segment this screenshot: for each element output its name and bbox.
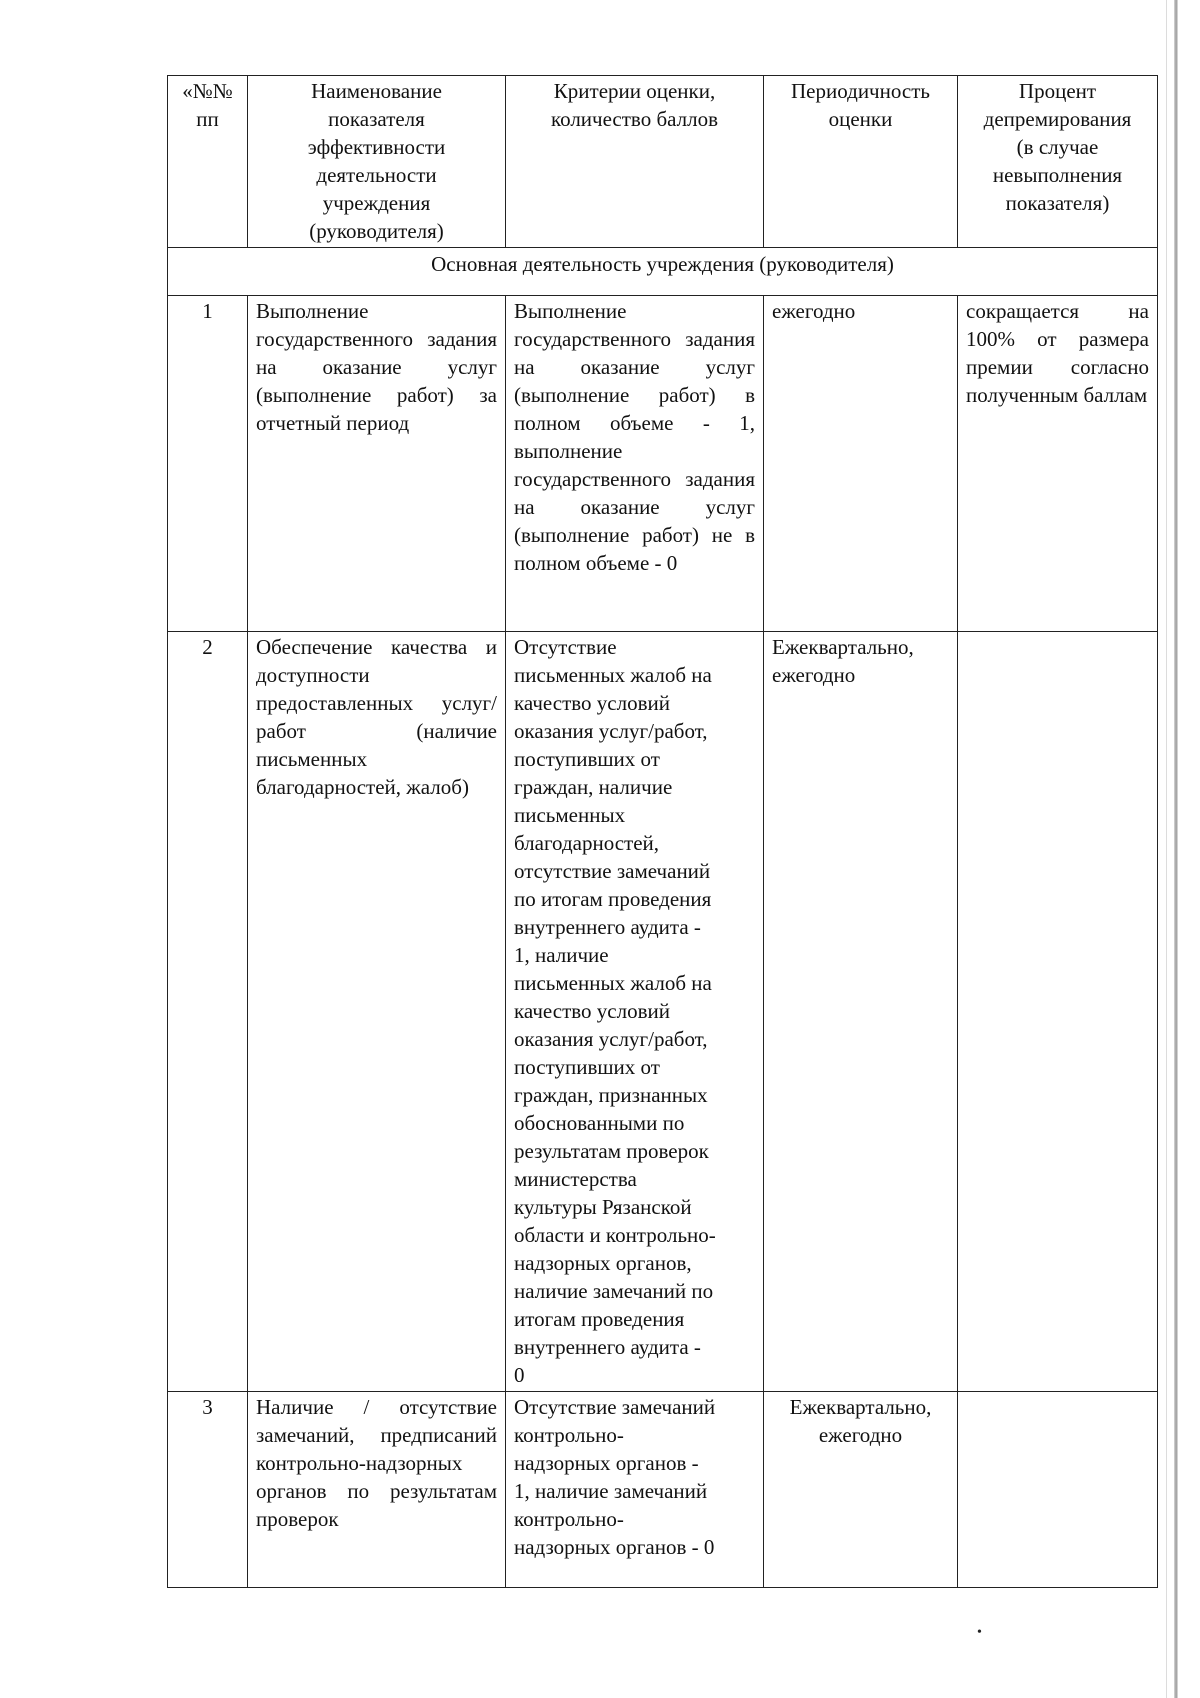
header-period: Периодичность оценки	[764, 76, 958, 248]
row-number: 2	[168, 632, 248, 1392]
table-row	[168, 1392, 1158, 1588]
section-row	[168, 248, 1158, 296]
section-title: Основная деятельность учреждения (руководителя)	[168, 248, 1158, 296]
header-percent: Процент депремирования (в случае невыполнения показателя)	[958, 76, 1158, 248]
table-row	[168, 296, 1158, 632]
row-criteria: Выполнение государственного задания на оказание услуг (выполнение работ) в полном объеме - 1, выполнение государственного задания на оказание услуг (выполнение работ) не в полном объеме - 0	[506, 296, 764, 632]
row-indicator: Обеспечение качества и доступности предоставленных услуг/работ (наличие письменных благодарностей, жалоб)	[248, 632, 506, 1392]
criteria-table	[167, 75, 1158, 1588]
row-criteria: Отсутствие замечаний контрольно- надзорных органов - 1, наличие замечаний контрольно- надзорных органов - 0	[506, 1392, 764, 1588]
row-percent	[958, 632, 1158, 1392]
table-row	[168, 632, 1158, 1392]
row-percent: сокращается на 100% от размера премии согласно полученным баллам	[958, 296, 1158, 632]
row-indicator: Наличие / отсутствие замечаний, предписаний контрольно-надзорных органов по результатам проверок	[248, 1392, 506, 1588]
page-edge-shadow	[1174, 0, 1178, 1698]
row-number: 3	[168, 1392, 248, 1588]
row-indicator: Выполнение государственного задания на оказание услуг (выполнение работ) за отчетный период	[248, 296, 506, 632]
header-row	[168, 76, 1158, 248]
row-period: Ежеквартально, ежегодно	[764, 632, 958, 1392]
row-period: ежегодно	[764, 296, 958, 632]
row-period: Ежеквартально, ежегодно	[764, 1392, 958, 1588]
header-indicator: Наименование показателя эффективности деятельности учреждения (руководителя)	[248, 76, 506, 248]
row-criteria: Отсутствие письменных жалоб на качество условий оказания услуг/работ, поступивших от граждан, наличие письменных благодарностей, отсутствие замечаний по итогам проведения внутреннего аудита - 1, наличие письменных жалоб на качество условий оказания услуг/работ, поступивших от граждан, признанных обоснованными по результатам проверок министерства культуры Рязанской области и контрольно- надзорных органов, наличие замечаний по итогам проведения внутреннего аудита - 0	[506, 632, 764, 1392]
header-number: «№№ пп	[168, 76, 248, 248]
row-number: 1	[168, 296, 248, 632]
header-criteria: Критерии оценки, количество баллов	[506, 76, 764, 248]
scan-speck: •	[977, 1625, 982, 1640]
row-percent	[958, 1392, 1158, 1588]
page-edge-line	[1166, 0, 1167, 1698]
